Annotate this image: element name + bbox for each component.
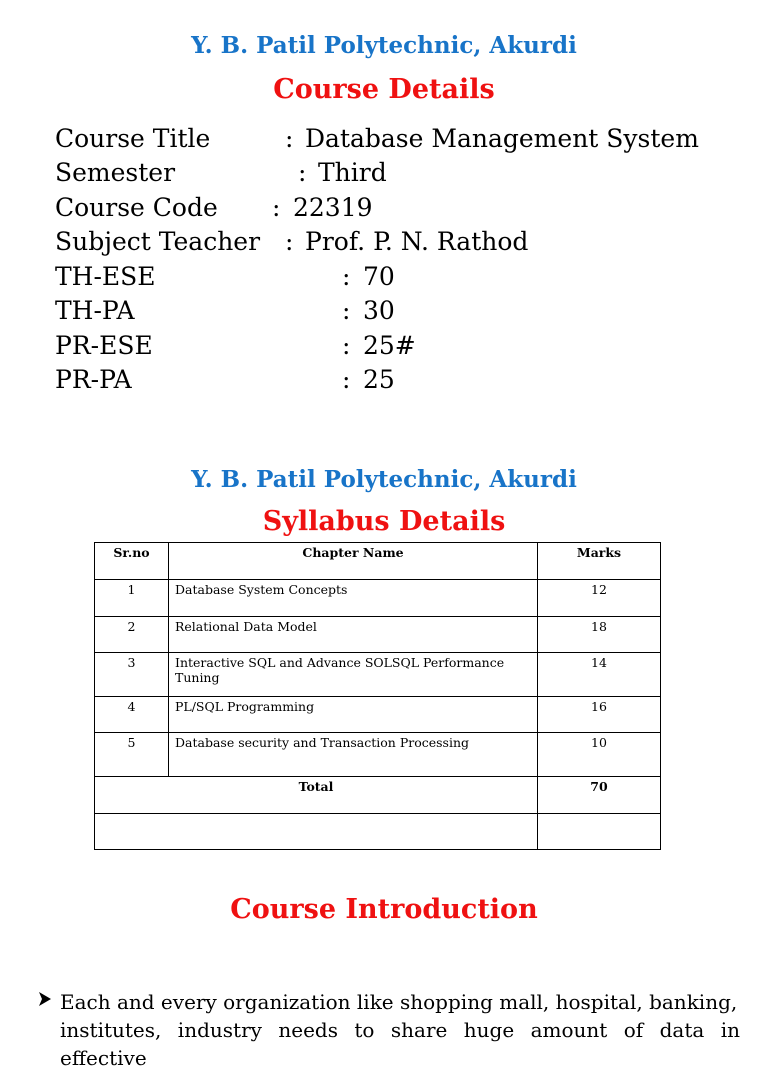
empty-cell: [538, 814, 661, 850]
detail-separator: :: [298, 158, 307, 187]
table-empty-row: [95, 814, 661, 850]
cell-marks: 12: [538, 580, 661, 617]
detail-value: 30: [363, 296, 395, 325]
detail-label: TH-ESE: [55, 262, 156, 291]
cell-marks: 10: [538, 733, 661, 777]
syllabus-details-heading: Syllabus Details: [262, 506, 506, 537]
detail-separator: :: [285, 227, 294, 256]
detail-separator: :: [342, 262, 351, 291]
detail-value: Prof. P. N. Rathod: [305, 227, 529, 256]
detail-label: PR-ESE: [55, 331, 153, 360]
table-row: [95, 733, 661, 777]
detail-value: Third: [318, 158, 387, 187]
cell-srno: 1: [95, 580, 169, 617]
detail-separator: :: [342, 365, 351, 394]
table-row: [95, 653, 661, 697]
detail-separator: :: [342, 296, 351, 325]
institute-title: Y. B. Patil Polytechnic, Akurdi: [191, 466, 577, 493]
total-marks: 70: [538, 777, 661, 814]
detail-value: 25#: [363, 331, 416, 360]
empty-cell: [95, 814, 538, 850]
cell-chapter: PL/SQL Programming: [169, 697, 538, 733]
arrow-bullet-icon: [37, 988, 53, 1016]
intro-bullet-text: Each and every organization like shopping mall, hospital, banking,: [60, 990, 738, 1014]
course-details-heading: Course Details: [273, 74, 495, 105]
detail-label: Course Title: [55, 124, 211, 153]
table-header-row: [95, 543, 661, 580]
table-row: [95, 617, 661, 653]
detail-value: 22319: [293, 193, 373, 222]
cell-chapter: Database System Concepts: [169, 580, 538, 617]
column-header-chapter-name: Chapter Name: [169, 543, 538, 580]
cell-marks: 18: [538, 617, 661, 653]
column-header-marks: Marks: [538, 543, 661, 580]
syllabus-table: [94, 542, 661, 850]
cell-chapter: Interactive SQL and Advance SOLSQL Performance Tuning: [169, 653, 538, 697]
column-header-srno: Sr.no: [95, 543, 169, 580]
institute-title: Y. B. Patil Polytechnic, Akurdi: [191, 32, 577, 59]
detail-value: Database Management System: [305, 124, 699, 153]
detail-separator: :: [285, 124, 294, 153]
detail-label: Subject Teacher: [55, 227, 261, 256]
intro-bullet-text: institutes, industry needs to share huge amount of data in effective: [60, 1018, 740, 1070]
table-total-row: [95, 777, 661, 814]
total-label: Total: [95, 777, 538, 814]
detail-separator: :: [272, 193, 281, 222]
detail-label: Course Code: [55, 193, 218, 222]
detail-label: TH-PA: [55, 296, 135, 325]
cell-marks: 14: [538, 653, 661, 697]
table-row: [95, 697, 661, 733]
detail-label: Semester: [55, 158, 176, 187]
cell-srno: 4: [95, 697, 169, 733]
course-introduction-heading: Course Introduction: [230, 894, 538, 925]
cell-marks: 16: [538, 697, 661, 733]
detail-value: 25: [363, 365, 395, 394]
cell-srno: 3: [95, 653, 169, 697]
cell-chapter: Relational Data Model: [169, 617, 538, 653]
detail-separator: :: [342, 331, 351, 360]
cell-srno: 5: [95, 733, 169, 777]
table-row: [95, 580, 661, 617]
detail-label: PR-PA: [55, 365, 132, 394]
cell-srno: 2: [95, 617, 169, 653]
detail-value: 70: [363, 262, 395, 291]
cell-chapter: Database security and Transaction Processing: [169, 733, 538, 777]
